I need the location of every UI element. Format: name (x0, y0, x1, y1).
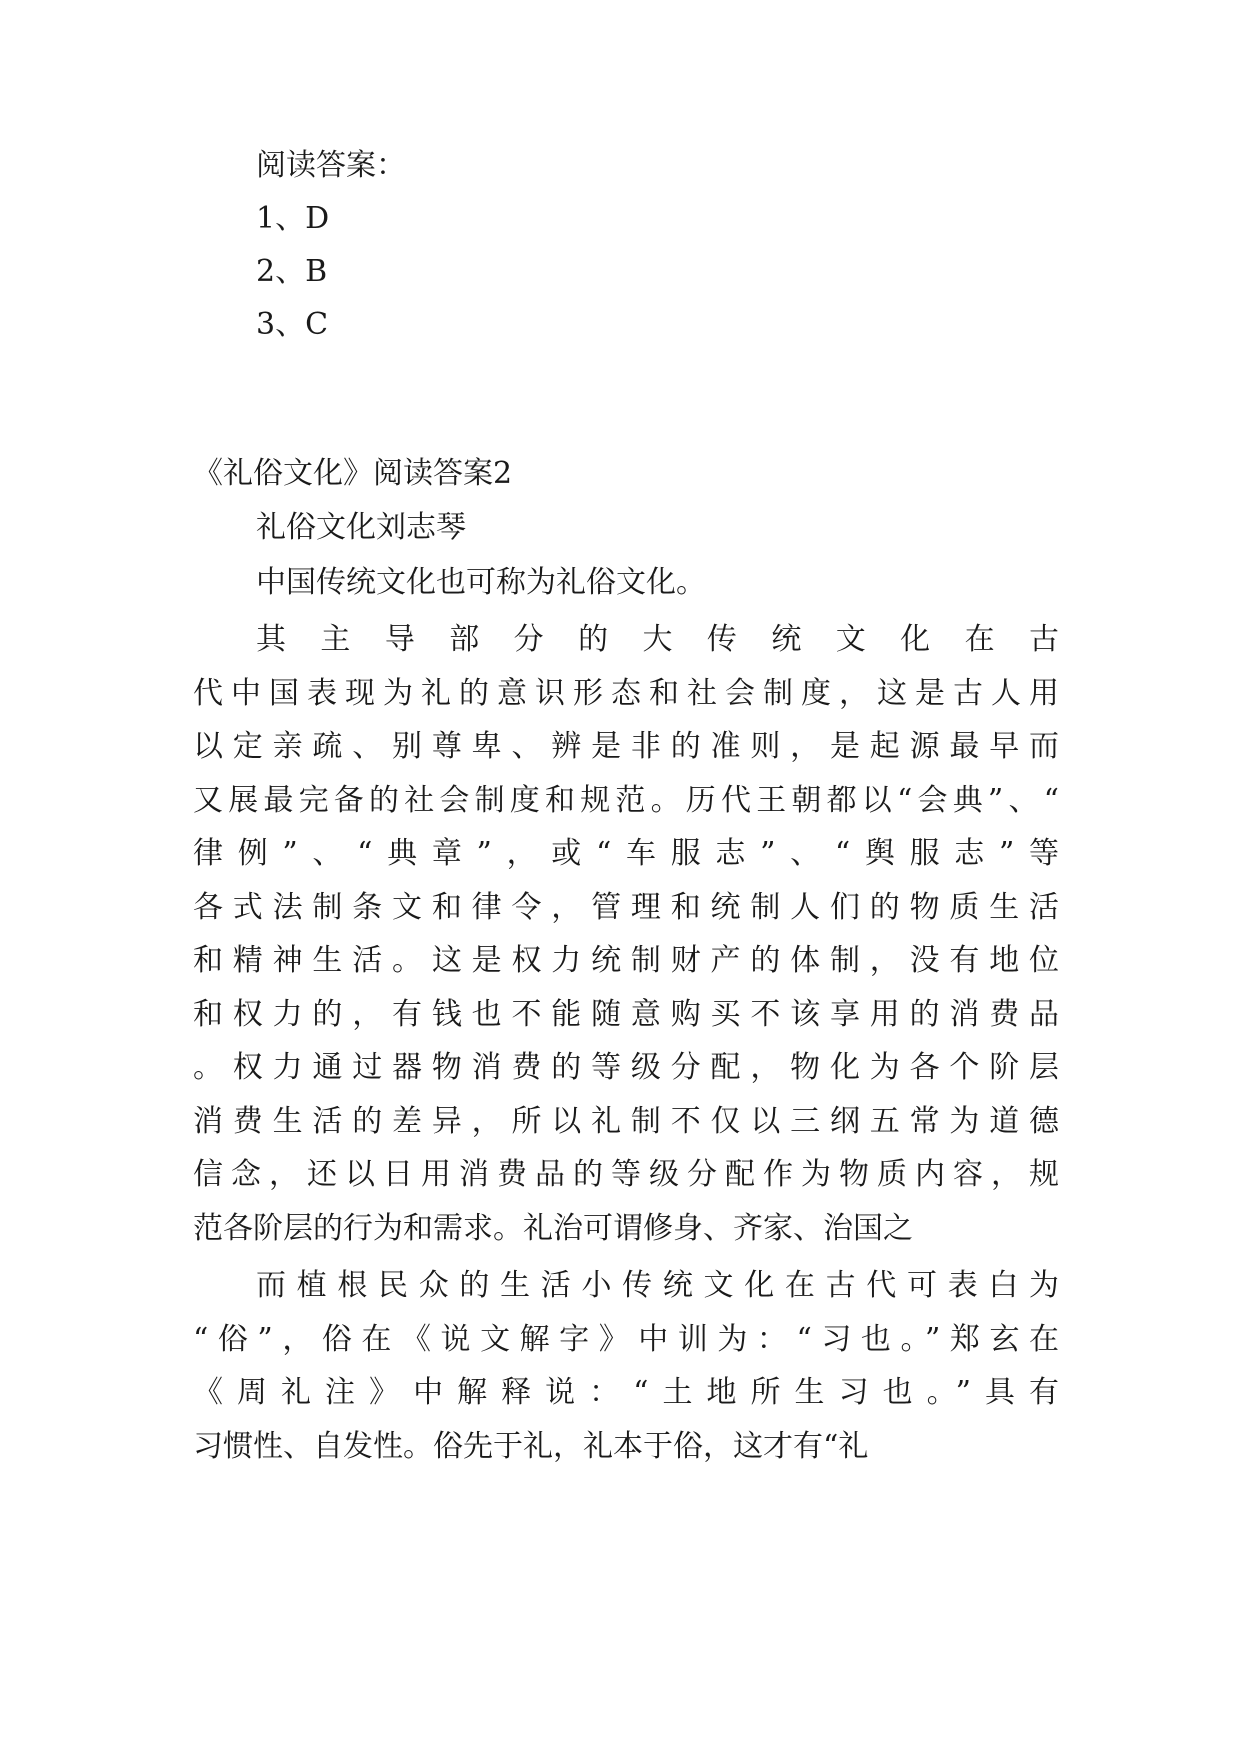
answers-heading: 阅读答案： (256, 148, 406, 183)
paragraph-line: 以定亲疏、别尊卑、辨是非的准则，是起源最早而 (193, 729, 1059, 764)
paragraph-line: 和权力的，有钱也不能随意购买不该享用的消费品 (193, 997, 1059, 1032)
paragraph-line: 而植根民众的生活小传统文化在古代可表白为 (256, 1268, 1059, 1303)
byline: 礼俗文化刘志琴 (256, 510, 466, 545)
paragraph-line: 代中国表现为礼的意识形态和社会制度，这是古人用 (193, 676, 1059, 711)
paragraph-line: 又展最完备的社会制度和规范。历代王朝都以“会典”、“ (193, 783, 1059, 818)
paragraph-line: 范各阶层的行为和需求。礼治可谓修身、齐家、治国之 (193, 1211, 913, 1246)
paragraph-line: 。权力通过器物消费的等级分配，物化为各个阶层 (193, 1050, 1059, 1085)
paragraph-line: 律例”、“典章”，或“车服志”、“舆服志”等 (193, 836, 1059, 871)
paragraph-1: 中国传统文化也可称为礼俗文化。 (256, 565, 706, 600)
section-title: 《礼俗文化》阅读答案2 (193, 456, 513, 491)
paragraph-line: 《周礼注》中解释说：“土地所生习也。”具有 (193, 1375, 1059, 1410)
answer-item-2: 2、B (256, 254, 328, 289)
paragraph-line: 习惯性、自发性。俗先于礼，礼本于俗，这才有“礼 (193, 1429, 869, 1464)
paragraph-line: 消费生活的差异，所以礼制不仅以三纲五常为道德 (193, 1104, 1059, 1139)
paragraph-line: 和精神生活。这是权力统制财产的体制，没有地位 (193, 943, 1059, 978)
paragraph-line: 其主导部分的大传统文化在古 (256, 622, 1059, 657)
answer-item-1: 1、D (256, 201, 330, 236)
paragraph-line: “俗”，俗在《说文解字》中训为：“习也。”郑玄在 (193, 1322, 1059, 1357)
answer-item-3: 3、C (256, 307, 329, 342)
paragraph-line: 各式法制条文和律令，管理和统制人们的物质生活 (193, 890, 1059, 925)
paragraph-line: 信念，还以日用消费品的等级分配作为物质内容，规 (193, 1157, 1059, 1192)
